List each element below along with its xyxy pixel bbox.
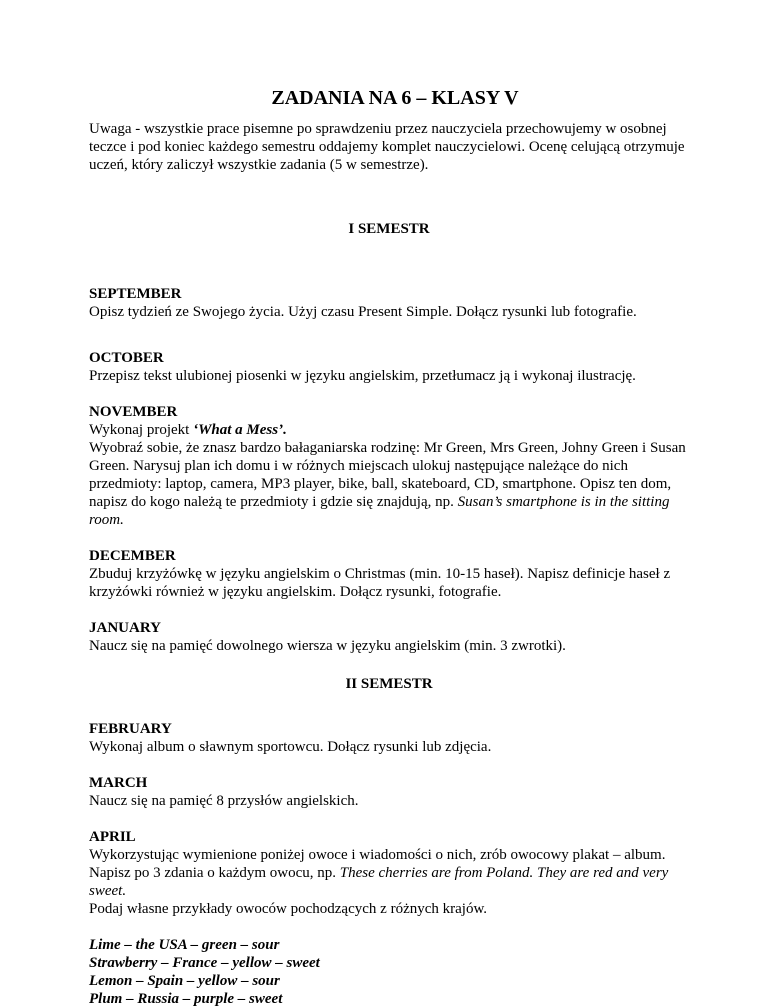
january-heading: JANUARY <box>89 620 161 636</box>
february-heading: FEBRUARY <box>89 721 172 737</box>
november-project-prefix: Wykonaj projekt <box>89 422 194 438</box>
september-text: Opisz tydzień ze Swojego życia. Użyj czasu Present Simple. Dołącz rysunki lub fotografie. <box>89 304 637 320</box>
april-text <box>89 846 689 900</box>
fruit-item: Lime – the USA – green – sour <box>89 937 280 953</box>
february-text: Wykonaj album o sławnym sportowcu. Dołącz rysunki lub zdjęcia. <box>89 739 492 755</box>
november-project-line <box>89 421 689 439</box>
april-heading: APRIL <box>89 829 136 845</box>
november-section <box>89 403 689 529</box>
march-section <box>89 774 689 810</box>
october-section <box>89 349 689 385</box>
october-heading: OCTOBER <box>89 350 164 366</box>
fruit-item: Strawberry – France – yellow – sweet <box>89 955 320 971</box>
semester-1-heading: I SEMESTR <box>348 221 430 237</box>
semester-2-heading: II SEMESTR <box>345 676 433 692</box>
november-example: Susan’s smartphone is in the sitting room. <box>89 494 670 528</box>
december-text: Zbuduj krzyżówkę w języku angielskim o Christmas (min. 10-15 haseł). Napisz definicje haseł z krzyżówki również w języku angielskim. Dołącz rysunki, fotografie. <box>89 566 671 600</box>
january-text: Naucz się na pamięć dowolnego wiersza w języku angielskim (min. 3 zwrotki). <box>89 638 566 654</box>
march-heading: MARCH <box>89 775 148 791</box>
february-section <box>89 720 689 756</box>
october-text: Przepisz tekst ulubionej piosenki w języku angielskim, przetłumacz ją i wykonaj ilustrację. <box>89 368 636 384</box>
intro-note: Uwaga - wszystkie prace pisemne po sprawdzeniu przez nauczyciela przechowujemy w osobnej teczce i pod koniec każdego semestru oddajemy komplet nauczycielowi. Ocenę celującą otrzymuje uczeń, który zaliczył wszystkie zadania (5 w semestrze). <box>89 121 685 173</box>
fruit-item: Plum – Russia – purple – sweet <box>89 991 283 1007</box>
november-text <box>89 439 689 529</box>
december-section <box>89 547 689 601</box>
march-text: Naucz się na pamięć 8 przysłów angielskich. <box>89 793 359 809</box>
april-section <box>89 828 689 1008</box>
november-heading: NOVEMBER <box>89 404 178 420</box>
april-example: These cherries are from Poland. They are red and very sweet. <box>89 865 669 899</box>
september-section <box>89 285 689 321</box>
fruit-item: Lemon – Spain – yellow – sour <box>89 973 280 989</box>
document-page <box>89 86 689 1008</box>
november-project-name: ‘What a Mess’. <box>193 422 287 438</box>
fruit-list <box>89 936 689 1008</box>
april-text-2: Podaj własne przykłady owoców pochodzących z różnych krajów. <box>89 901 488 917</box>
april-description: Wykorzystując wymienione poniżej owoce i wiadomości o nich, zrób owocowy plakat – album. Napisz po 3 zdania o każdym owocu, np. <box>89 847 666 881</box>
page-title: ZADANIA NA 6 – KLASY V <box>271 87 519 109</box>
september-heading: SEPTEMBER <box>89 286 182 302</box>
january-section <box>89 619 689 655</box>
november-description: Wyobraź sobie, że znasz bardzo bałaganiarska rodzinę: Mr Green, Mrs Green, Johny Green i Susan Green. Narysuj plan ich domu i w różnych miejscach ulokuj następujące należące do nich przedmioty: laptop, camera, MP3 player, bike, ball, skateboard, CD, smartphone. Opisz ten dom, napisz do kogo należą te przedmioty i gdzie się znajdują, np. <box>89 440 686 510</box>
december-heading: DECEMBER <box>89 548 176 564</box>
